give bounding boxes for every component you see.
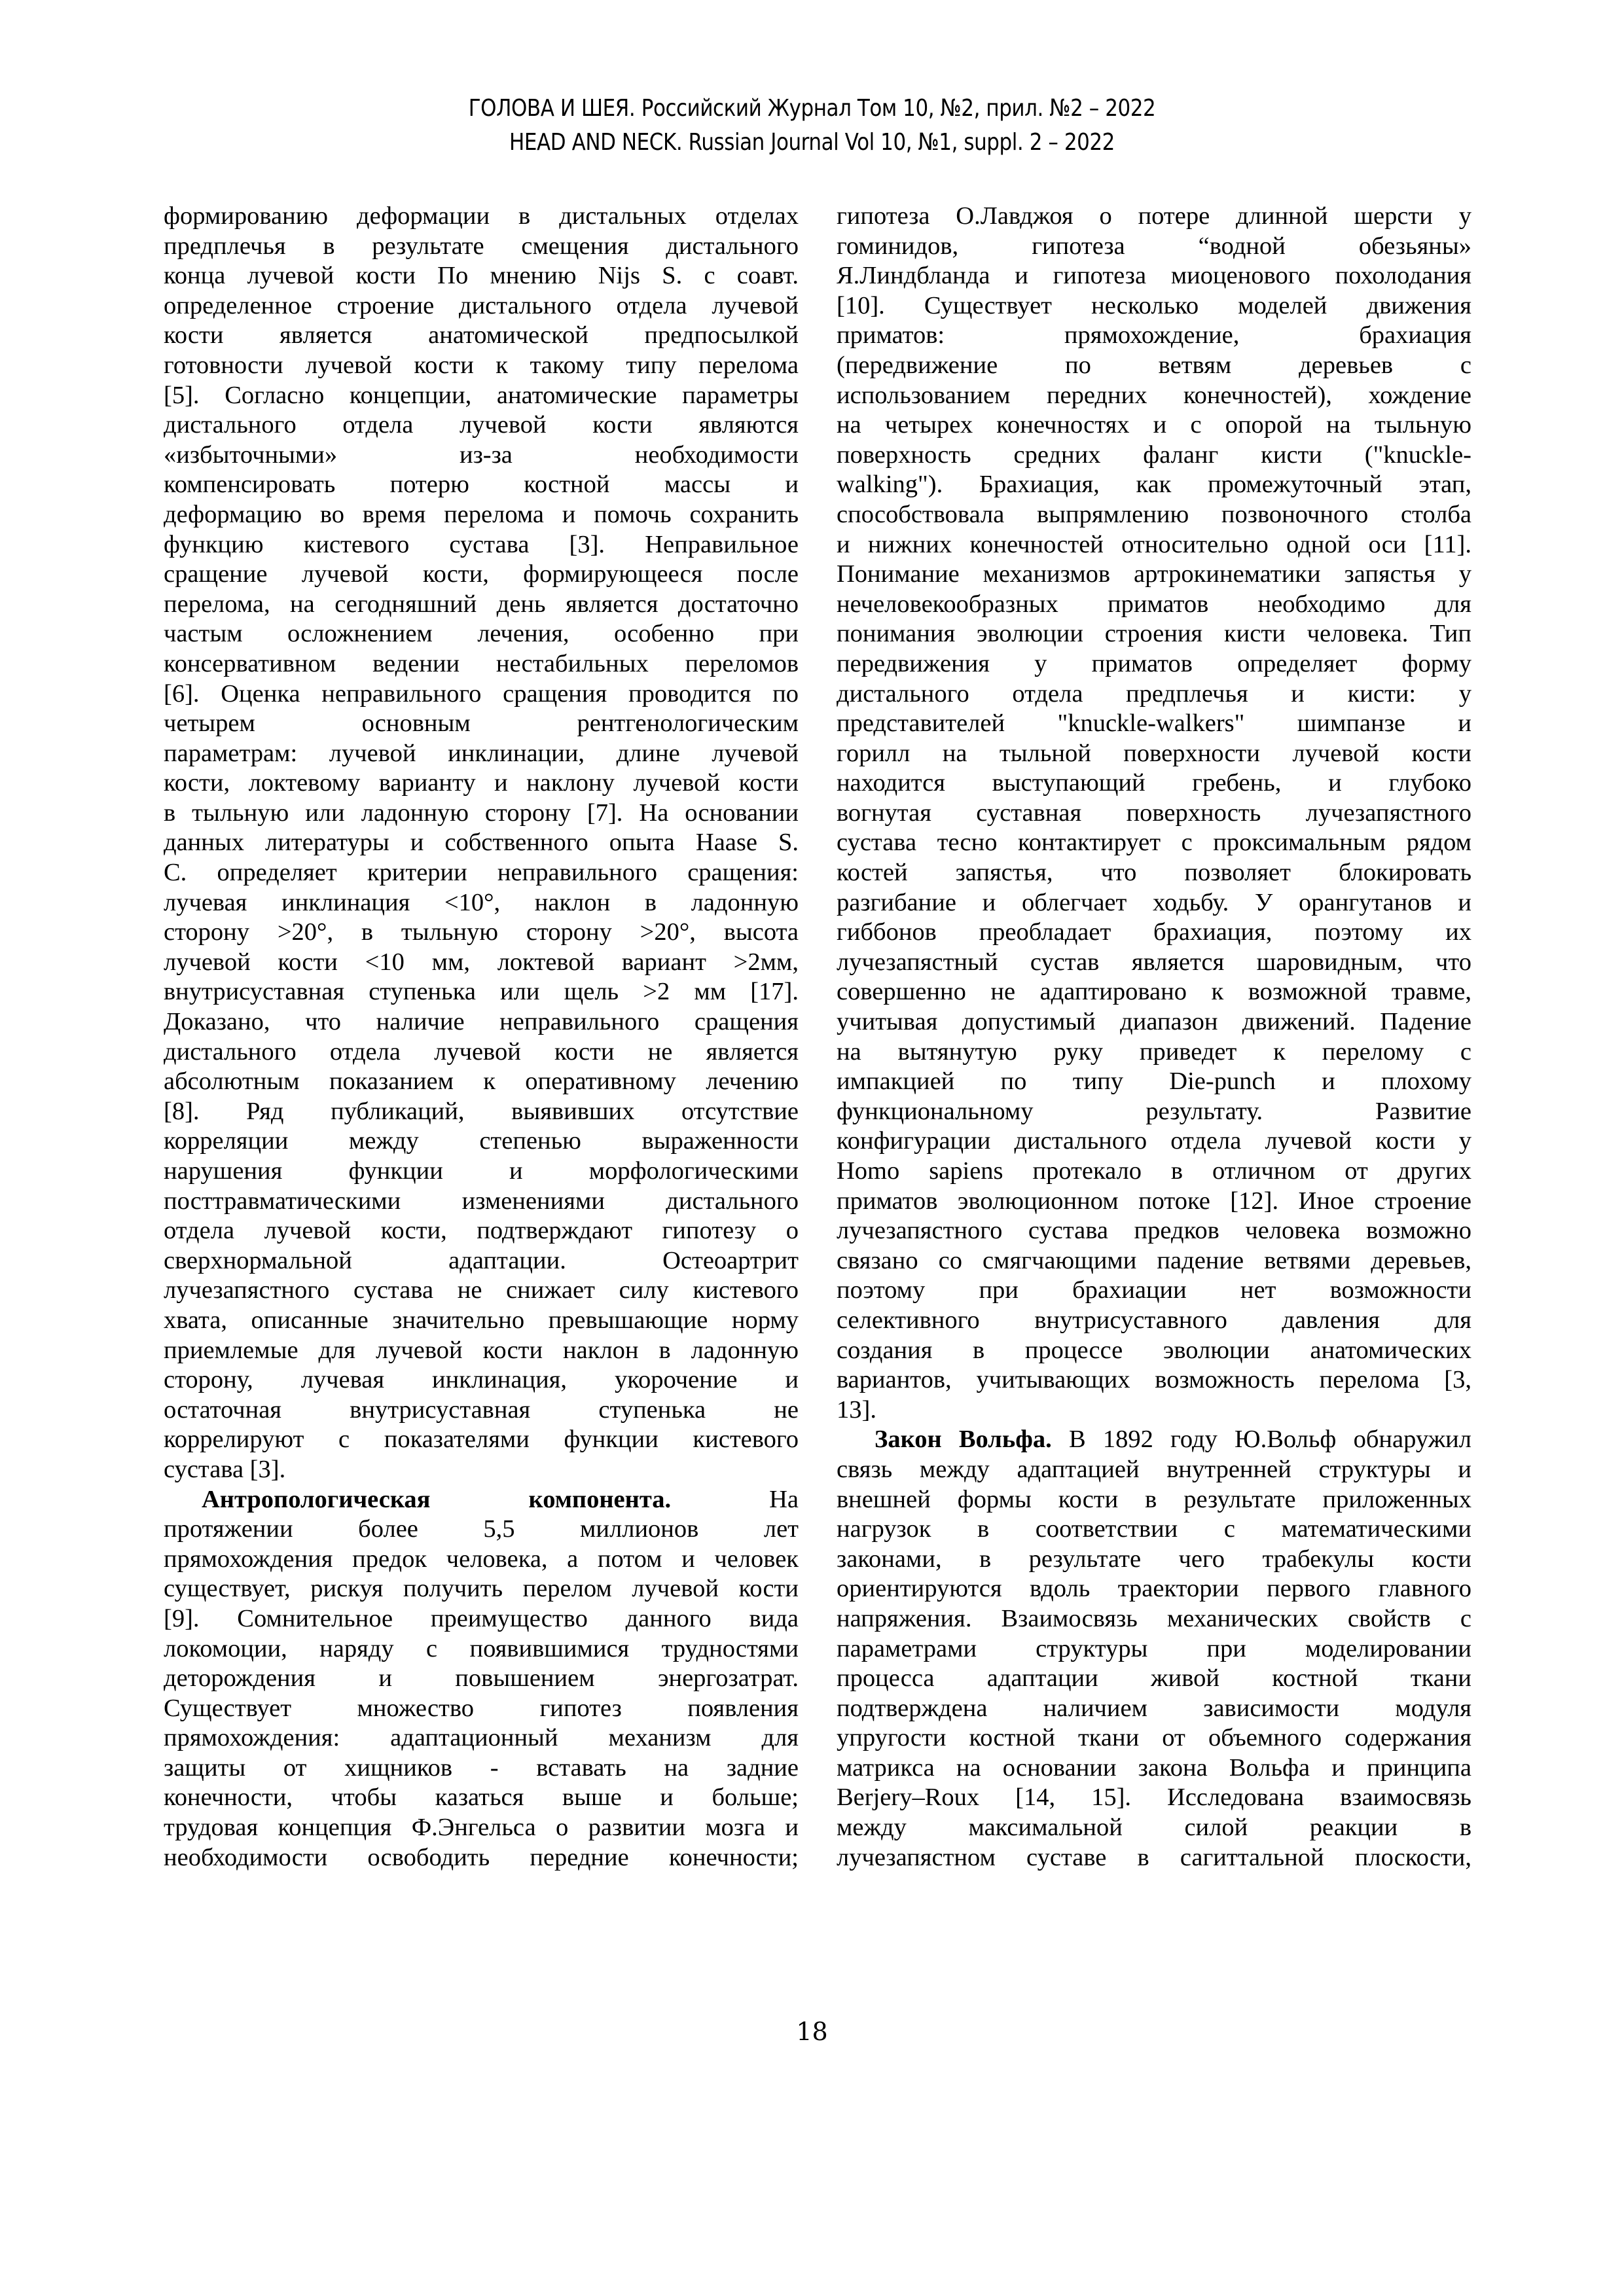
text-line: прямохождения: адаптационный механизм для: [164, 1724, 799, 1752]
text-line: учитывая допустимый диапазон движений. Падение: [837, 1008, 1471, 1036]
text-line: конечности, чтобы казаться выше и больше;: [164, 1784, 799, 1812]
text-line: готовности лучевой кости к такому типу перелома: [164, 351, 799, 379]
text-line: защиты от хищников - вставать на задние: [164, 1753, 799, 1782]
text-line: законами, в результате чего трабекулы кости: [837, 1545, 1471, 1573]
text-line: способствовала выпрямлению позвоночного столба: [837, 500, 1471, 528]
text-line: гипотеза О.Лавджоя о потере длинной шерсти у: [837, 202, 1471, 230]
text-line: определенное строение дистального отдела лучевой: [164, 291, 799, 319]
text-line: дистального отдела лучевой кости не является: [164, 1037, 799, 1066]
text-line: селективного внутрисуставного давления для: [837, 1306, 1471, 1334]
text-line: поэтому при брахиации нет возможности: [837, 1276, 1471, 1304]
text-line: Я.Линдбланда и гипотеза миоценового похолодания: [837, 262, 1471, 290]
text-line: кости является анатомической предпосылкой: [164, 321, 799, 350]
text-line: walking"). Брахиация, как промежуточный этап,: [837, 471, 1471, 499]
text-line: приемлемые для лучевой кости наклон в ладонную: [164, 1336, 799, 1364]
text-line: сустава [3].: [164, 1455, 286, 1483]
text-line: C. определяет критерии неправильного сращения:: [164, 859, 799, 887]
text-line: подтверждена наличием зависимости модуля: [837, 1694, 1471, 1722]
text-line: вариантов, учитывающих возможность перелома [3,: [837, 1366, 1471, 1394]
text-line: [5]. Согласно концепции, анатомические параметры: [164, 381, 799, 409]
text-line: сращение лучевой кости, формирующееся после: [164, 560, 799, 588]
text-line: перелома, на сегодняшний день является достаточно: [164, 590, 799, 618]
text-line: сверхнормальной адаптации. Остеоартрит: [164, 1246, 799, 1274]
text-line: существует, рискуя получить перелом лучевой кости: [164, 1575, 799, 1603]
text-line: передвижения у приматов определяет форму: [837, 649, 1471, 677]
text-line: сустава тесно контактирует с проксимальным рядом: [837, 829, 1471, 857]
text-line: параметрам: лучевой инклинации, длине лучевой: [164, 739, 799, 767]
header-line-en: HEAD AND NECK. Russian Journal Vol 10, №1, suppl. 2 – 2022: [509, 129, 1115, 156]
text-line: предплечья в результате смещения дистального: [164, 232, 799, 260]
text-line: абсолютным показанием к оперативному лечению: [164, 1067, 799, 1096]
text-line: Homo sapiens протекало в отличном от других: [837, 1157, 1471, 1185]
text-line: необходимости освободить передние конечности;: [164, 1843, 799, 1871]
text-line: лучезапястный сустав является шаровидным, что: [837, 948, 1471, 976]
text-line: [6]. Оценка неправильного сращения проводится по: [164, 679, 799, 708]
text-line: остаточная внутрисуставная ступенька не: [164, 1395, 799, 1424]
text-line: и нижних конечностей относительно одной оси [11].: [837, 530, 1471, 558]
text-line: компенсировать потерю костной массы и: [164, 471, 799, 499]
text-line: поверхность средних фаланг кисти ("knuckle-: [837, 440, 1471, 469]
text-line: сторону >20°, в тыльную сторону >20°, высота: [164, 918, 799, 946]
text-line: Доказано, что наличие неправильного сращения: [164, 1008, 799, 1036]
text-line: Понимание механизмов артрокинематики запястья у: [837, 560, 1471, 588]
text-line: совершенно не адаптировано к возможной травме,: [837, 978, 1471, 1006]
text-line: внешней формы кости в результате приложенных: [837, 1485, 1471, 1513]
text-line: деформацию во время перелома и помочь сохранить: [164, 500, 799, 528]
header-line-ru: ГОЛОВА И ШЕЯ. Российский Журнал Том 10, №2, прил. №2 – 2022: [468, 95, 1156, 122]
text-line: костей запястья, что позволяет блокировать: [837, 859, 1471, 887]
text-line: ориентируются вдоль траектории первого главного: [837, 1575, 1471, 1603]
text-line: на вытянутую руку приведет к перелому с: [837, 1037, 1471, 1066]
text-line: функциональному результату. Развитие: [837, 1097, 1471, 1125]
text-line: формированию деформации в дистальных отделах: [164, 202, 799, 230]
text-line: гиббонов преобладает брахиация, поэтому их: [837, 918, 1471, 946]
text-line: конца лучевой кости По мнению Nijs S. с соавт.: [164, 262, 799, 290]
text-line: напряжения. Взаимосвязь механических свойств с: [837, 1604, 1471, 1632]
text-line: нагрузок в соответствии с математическими: [837, 1515, 1471, 1543]
text-line: хвата, описанные значительно превышающие норму: [164, 1306, 799, 1334]
text-line: функцию кистевого сустава [3]. Неправильное: [164, 530, 799, 558]
section-heading: Закон Вольфа.: [875, 1426, 1052, 1454]
text-line: коррелируют с показателями функции кистевого: [164, 1426, 799, 1454]
text-line: локомоции, наряду с появившимися трудностями: [164, 1634, 799, 1662]
text-line: нарушения функции и морфологическими: [164, 1157, 799, 1185]
text-line: матрикса на основании закона Вольфа и принципа: [837, 1753, 1471, 1782]
text-line: находится выступающий гребень, и глубоко: [837, 769, 1471, 797]
text-line: дистального отдела лучевой кости являются: [164, 411, 799, 439]
text-line: лучезапястного сустава не снижает силу кистевого: [164, 1276, 799, 1304]
text-line: связано со смягчающими падение ветвями деревьев,: [837, 1246, 1471, 1274]
page-number: 18: [796, 2017, 828, 2046]
text-line: (передвижение по ветвям деревьев с: [837, 351, 1471, 379]
text-line: на четырех конечностях и с опорой на тыльную: [837, 411, 1471, 439]
text-line: протяжении более 5,5 миллионов лет: [164, 1515, 799, 1543]
text-line: лучезапястном суставе в сагиттальной плоскости,: [837, 1843, 1471, 1871]
text-line: дистального отдела предплечья и кисти: у: [837, 679, 1471, 708]
text-line: данных литературы и собственного опыта Haase S.: [164, 829, 799, 857]
text-line: гоминидов, гипотеза “водной обезьяны»: [837, 232, 1471, 260]
text-line: трудовая концепция Ф.Энгельса о развитии мозга и: [164, 1814, 799, 1842]
section-heading-tail: В 1892 году Ю.Вольф обнаружил: [1068, 1426, 1471, 1454]
section-heading-line: [164, 1485, 799, 1515]
text-line: создания в процессе эволюции анатомических: [837, 1336, 1471, 1364]
section-heading: Антропологическая компонента.: [202, 1485, 672, 1513]
text-line: импакцией по типу Die-punch и плохому: [837, 1067, 1471, 1096]
text-line: использованием передних конечностей), хождение: [837, 381, 1471, 409]
text-line: [8]. Ряд публикаций, выявивших отсутствие: [164, 1097, 799, 1125]
text-line: лучезапястного сустава предков человека возможно: [837, 1217, 1471, 1245]
text-line: связь между адаптацией внутренней структуры и: [837, 1455, 1471, 1483]
text-line: в тыльную или ладонную сторону [7]. На основании: [164, 798, 799, 827]
text-line: приматов: прямохождение, брахиация: [837, 321, 1471, 350]
section-heading-line: [837, 1425, 1471, 1455]
text-line: кости, локтевому варианту и наклону лучевой кости: [164, 769, 799, 797]
text-line: четырем основным рентгенологическим: [164, 709, 799, 738]
text-line: лучевая инклинация <10°, наклон в ладонную: [164, 888, 799, 916]
text-line: лучевой кости <10 мм, локтевой вариант >2мм,: [164, 948, 799, 976]
text-line: деторождения и повышением энергозатрат.: [164, 1664, 799, 1693]
text-line: внутрисуставная ступенька или щель >2 мм [17].: [164, 978, 799, 1006]
text-line: 13].: [837, 1395, 876, 1424]
text-line: понимания эволюции строения кисти человека. Тип: [837, 620, 1471, 648]
text-line: конфигурации дистального отдела лучевой кости у: [837, 1127, 1471, 1155]
text-line: нечеловекообразных приматов необходимо для: [837, 590, 1471, 618]
text-line: горилл на тыльной поверхности лучевой кости: [837, 739, 1471, 767]
text-line: отдела лучевой кости, подтверждают гипотезу о: [164, 1217, 799, 1245]
text-line: Berjery–Roux [14, 15]. Исследована взаимосвязь: [837, 1784, 1471, 1812]
text-line: посттравматическими изменениями дистального: [164, 1187, 799, 1215]
text-line: «избыточными» из-за необходимости: [164, 440, 799, 469]
text-line: частым осложнением лечения, особенно при: [164, 620, 799, 648]
text-line: упругости костной ткани от объемного содержания: [837, 1724, 1471, 1752]
section-heading-tail: На: [769, 1485, 799, 1513]
text-line: вогнутая суставная поверхность лучезапястного: [837, 798, 1471, 827]
text-line: [10]. Существует несколько моделей движения: [837, 291, 1471, 319]
text-line: процесса адаптации живой костной ткани: [837, 1664, 1471, 1693]
text-line: приматов эволюционном потоке [12]. Иное строение: [837, 1187, 1471, 1215]
text-line: Существует множество гипотез появления: [164, 1694, 799, 1722]
text-line: [9]. Сомнительное преимущество данного вида: [164, 1604, 799, 1632]
text-line: корреляции между степенью выраженности: [164, 1127, 799, 1155]
text-line: консервативном ведении нестабильных переломов: [164, 649, 799, 677]
left-column: [164, 202, 799, 1873]
text-line: представителей "knuckle-walkers" шимпанзе и: [837, 709, 1471, 738]
text-line: прямохождения предок человека, а потом и человек: [164, 1545, 799, 1573]
text-line: между максимальной силой реакции в: [837, 1814, 1471, 1842]
right-column: [837, 202, 1471, 1873]
text-line: сторону, лучевая инклинация, укорочение и: [164, 1366, 799, 1394]
running-header: [114, 92, 1511, 160]
text-line: разгибание и облегчает ходьбу. У орангутанов и: [837, 888, 1471, 916]
text-line: параметрами структуры при моделировании: [837, 1634, 1471, 1662]
